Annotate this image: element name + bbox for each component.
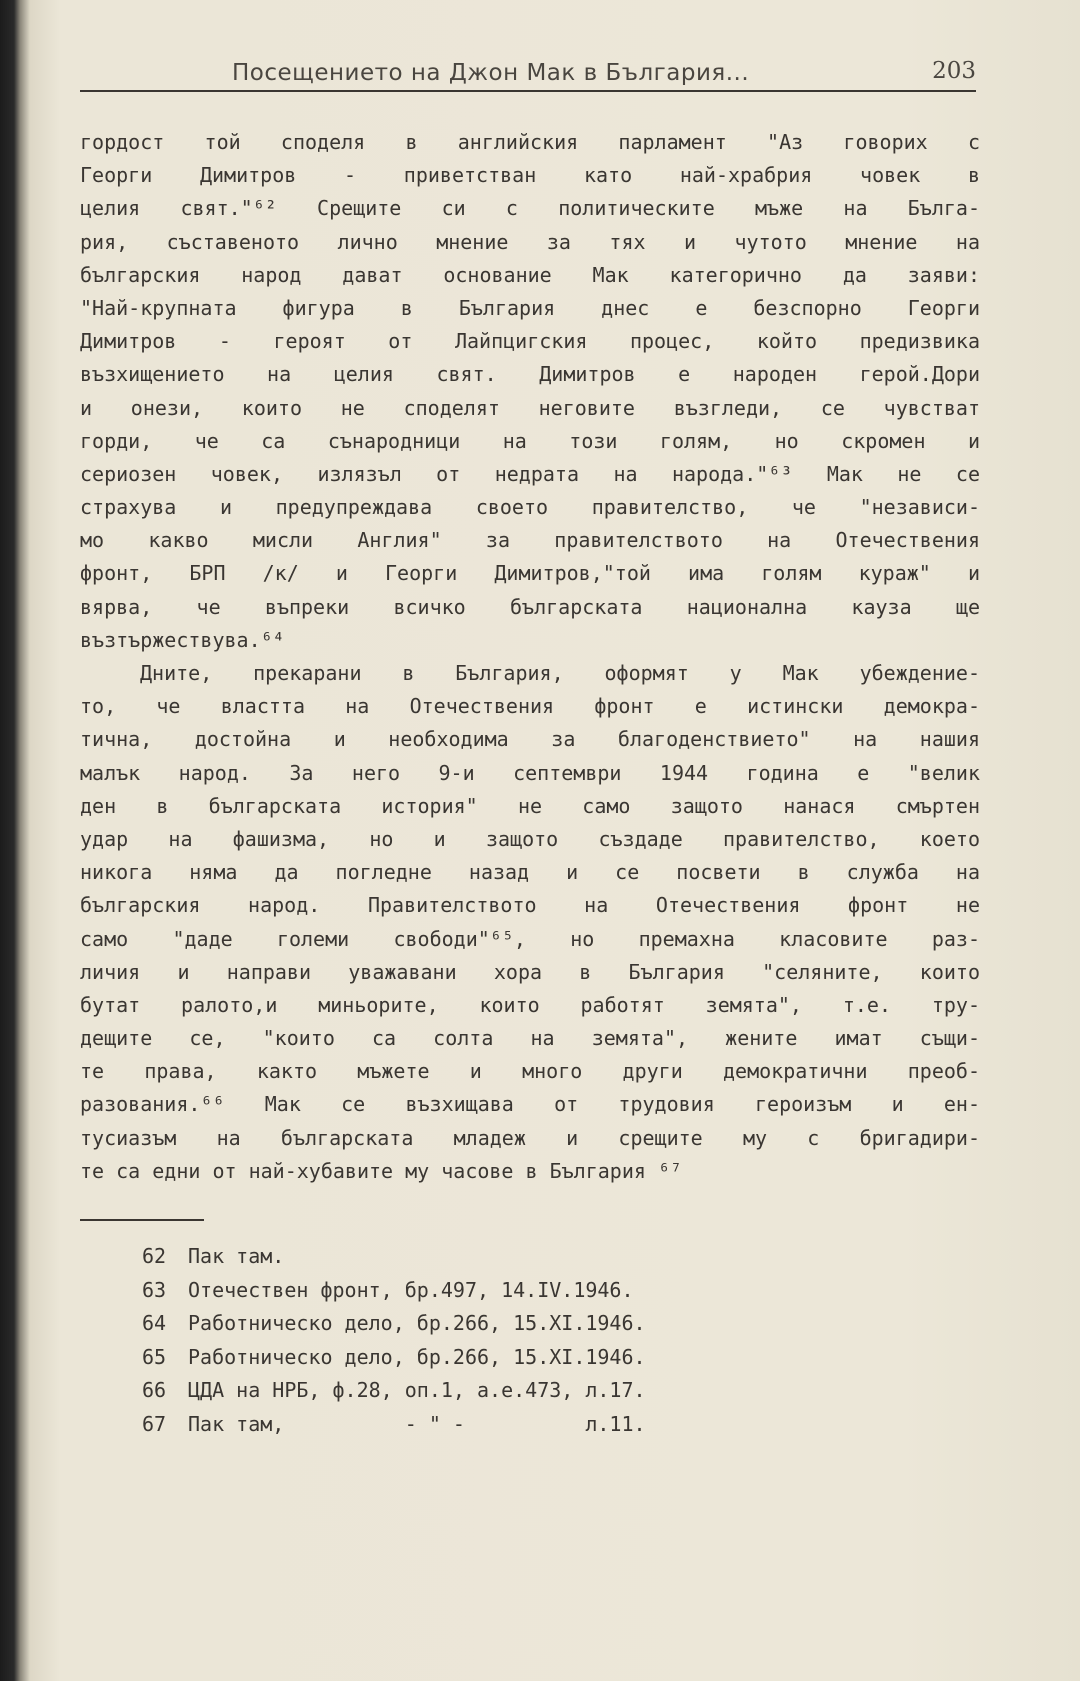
text-line: Дните, прекарани в България, оформят у Мак убеждение-: [140, 661, 980, 685]
footnote: [142, 1307, 842, 1341]
footnote-number: 63: [142, 1277, 167, 1302]
text-line: тична, достойна и необходима за благоденствието" на нашия: [80, 727, 980, 752]
footnote-number: 67: [142, 1411, 167, 1436]
footnote: [142, 1274, 842, 1308]
text-line: възтържествува.⁶⁴: [80, 627, 285, 652]
footnote-text: Работническо дело, бр.266, 15.XI.1946.: [188, 1311, 646, 1335]
text-line: разования.⁶⁶ Мак се възхищава от трудовия героизъм и ен-: [80, 1092, 980, 1117]
text-line: рия, съставеното лично мнение за тях и чутото мнение на: [80, 229, 980, 254]
text-line: удар на фашизма, но и защото създаде правителство, което: [80, 826, 980, 851]
text-line: и онези, които не споделят неговите възгледи, се чувстват: [80, 395, 980, 420]
footnote-text: ЦДА на НРБ, ф.28, оп.1, а.е.473, л.17.: [188, 1378, 646, 1402]
text-line: сериозен човек, излязъл от недрата на народа."⁶³ Мак не се: [80, 461, 980, 486]
footnote: [142, 1408, 842, 1442]
text-line: гордост той споделя в английския парламент "Аз говорих с: [80, 130, 980, 154]
footnote-text: Пак там.: [188, 1244, 285, 1268]
text-line: само "даде големи свободи"⁶⁵, но премахна класовите раз-: [80, 926, 980, 951]
text-line: те права, както мъжете и много други демократични преоб-: [80, 1059, 980, 1084]
text-line: Димитров - героят от Лайпцигския процес, който предизвика: [80, 329, 980, 354]
footnote: [142, 1341, 842, 1375]
running-title: Посещението на Джон Мак в България...: [232, 60, 750, 86]
footnote-text: Работническо дело, бр.266, 15.XI.1946.: [188, 1344, 646, 1369]
text-line: горди, че са сънародници на този голям, но скромен и: [80, 428, 980, 453]
text-line: никога няма да погледне назад и се посвети в служба на: [80, 860, 980, 885]
text-line: българския народ дават основание Мак категорично да заяви:: [80, 262, 980, 287]
text-line: малък народ. За него 9-и септември 1944 година е "велик: [80, 760, 980, 785]
footnote: [142, 1374, 842, 1408]
text-line: целия свят."⁶² Срещите си с политическите мъже на Бълга-: [80, 196, 980, 221]
text-line: те са едни от най-хубавите му часове в България ⁶⁷: [80, 1158, 683, 1183]
text-line: дещите се, "които са солта на земята", жените имат същи-: [80, 1026, 980, 1051]
footnote-separator: [80, 1219, 204, 1221]
footnote-number: 65: [142, 1344, 167, 1369]
text-line: мо какво мисли Англия" за правителството на Отечествения: [80, 528, 980, 553]
text-line: тусиазъм на българската младеж и срещите му с бригадири-: [80, 1125, 980, 1150]
footnote-number: 62: [142, 1244, 167, 1268]
footnote-number: 66: [142, 1378, 167, 1402]
text-line: Георги Димитров - приветстван като най-храбрия човек в: [80, 163, 980, 188]
text-line: "Най-крупната фигура в България днес е безспорно Георги: [80, 295, 980, 320]
body-text: [80, 126, 980, 1188]
text-line: фронт, БРП /к/ и Георги Димитров,"той има голям кураж" и: [80, 561, 980, 586]
footnote-text: Пак там, - " - л.11.: [188, 1411, 646, 1436]
text-line: бутат ралото,и миньорите, които работят земята", т.е. тру-: [80, 992, 980, 1017]
text-line: личия и направи уважавани хора в България "селяните, които: [80, 959, 980, 984]
footnote-text: Отечествен фронт, бр.497, 14.IV.1946.: [188, 1277, 634, 1302]
text-line: вярва, че въпреки всичко българската национална кауза ще: [80, 594, 980, 619]
text-line: българския народ. Правителството на Отечествения фронт не: [80, 893, 980, 918]
footnotes: [142, 1240, 842, 1441]
footnote: [142, 1240, 842, 1274]
text-line: ден в българската история" не само защото нанася смъртен: [80, 793, 980, 818]
page-header: [80, 58, 976, 92]
text-line: страхува и предупреждава своето правителство, че "независи-: [80, 495, 980, 520]
page-number: 203: [932, 58, 976, 84]
text-line: възхищението на целия свят. Димитров е народен герой.Дори: [80, 362, 980, 387]
text-line: то, че властта на Отечествения фронт е истински демокра-: [80, 694, 980, 719]
footnote-number: 64: [142, 1311, 167, 1335]
